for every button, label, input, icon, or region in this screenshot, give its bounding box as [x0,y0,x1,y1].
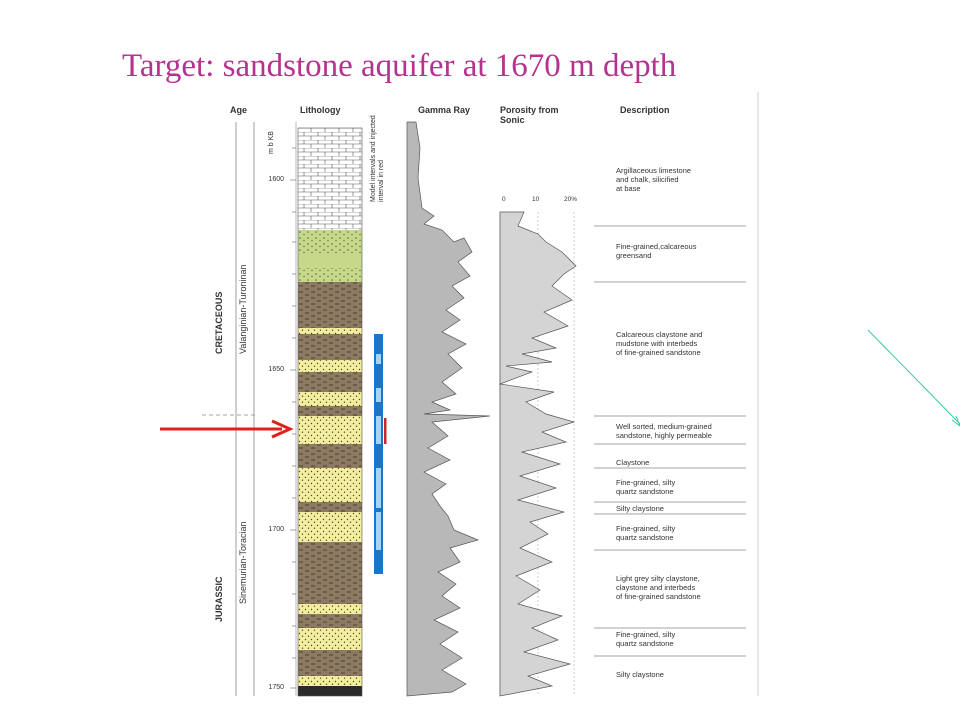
header-description: Description [620,105,670,115]
depth-label-1750: 1750 [268,684,284,691]
depth-ticks [290,148,296,688]
porosity-tick-0: 0 [502,196,506,203]
lithology-column [298,128,362,696]
description-calcareous-claystone: Calcareous claystone and mudstone with interbeds of fine-grained sandstone [616,330,703,357]
description-silty-sandstone-2: Fine-grained, silty quartz sandstone [616,524,676,542]
description-claystone: Claystone [616,458,650,467]
slide-title: Target: sandstone aquifer at 1670 m depth [122,48,677,84]
description-silty-claystone-1: Silty claystone [616,504,664,513]
header-gamma-ray: Gamma Ray [418,105,471,115]
description-light-grey-claystone: Light grey silty claystone, claystone and interbeds of fine-grained sandstone [616,574,701,601]
porosity-tick-20: 20% [564,196,578,203]
description-silty-claystone-2: Silty claystone [616,670,664,679]
age-valanginian: Valanginian-Turoninan [238,264,248,354]
porosity-tick-10: 10 [532,196,540,203]
header-age: Age [230,105,248,115]
description-greensand: Fine-grained,calcareous greensand [616,242,697,260]
stray-line-icon [868,330,960,424]
well-log-figure [202,92,762,696]
description-argillaceous-limestone: Argillaceous limestone and chalk, silicified at base [616,166,692,193]
header-model-intervals: Model intervals and injected interval in red [370,115,385,202]
description-silty-sandstone-3: Fine-grained, silty quartz sandstone [616,630,676,648]
header-porosity: Porosity from Sonic [500,105,559,125]
depth-label-1600: 1600 [268,176,284,183]
depth-label-1700: 1700 [268,526,284,533]
injected-interval [384,418,387,444]
gamma-ray-curve [407,122,490,696]
age-jurassic: JURASSIC [214,576,224,622]
depth-label-1650: 1650 [268,366,284,373]
description-silty-sandstone-1: Fine-grained, silty quartz sandstone [616,478,676,496]
header-lithology: Lithology [300,105,341,115]
age-sinemurian: Sinemurian-Toracian [238,521,248,604]
model-interval-bar [374,334,383,574]
description-well-sorted-sandstone: Well sorted, medium-grained sandstone, highly permeable [616,422,712,440]
depth-unit-label: m b KB [268,131,275,154]
age-cretaceous: CRETACEOUS [214,291,224,354]
